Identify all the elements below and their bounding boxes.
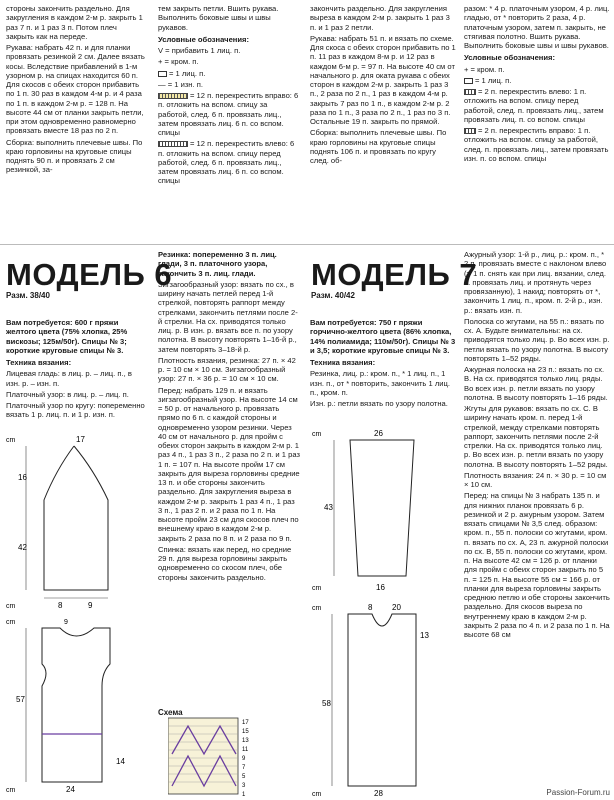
chart-grid bbox=[168, 718, 238, 794]
unit-label: cm bbox=[6, 787, 16, 794]
dim-label: 26 bbox=[374, 429, 383, 438]
knit-stitch-symbol bbox=[158, 71, 167, 77]
svg-text:7: 7 bbox=[242, 765, 246, 771]
unit-label: cm bbox=[6, 619, 16, 626]
dim-label: 8 bbox=[368, 603, 373, 612]
knit-stitch-symbol bbox=[464, 78, 473, 84]
model-7-materials bbox=[310, 318, 456, 424]
paragraph: Рукава: набрать 42 п. и для планки провязать резинкой 2 см. Далее вязать косы. Вследствие прибавлений в 1-м узорном р. на спицах находится 60 п. Для скосов с обеих сторон прибавить по 1 п. 30 раз в каждом 4-м р. и 4 раза по 1 п. в каждом 2-м р. = 128 п. На высоте 44 см от планки закрыть петли, при этом одновременно равномерно провязать вместе 18 раз по 2 п. bbox=[6, 43, 145, 136]
model-7-size: Разм. 40/42 bbox=[311, 291, 355, 300]
model-6-materials bbox=[6, 318, 146, 428]
paragraph: Лицевая гладь: в лиц. р. – лиц. п., в изн. р. – изн. п. bbox=[6, 369, 132, 388]
unit-label: cm bbox=[6, 603, 16, 610]
dim-label: 42 bbox=[18, 543, 27, 552]
paragraph: стороны закончить раздельно. Для закругления в каждом 2-м р. закрыть 1 раз 7 п. и 1 раз 3 п. Потом плеч закрыть как на переде. bbox=[6, 4, 143, 41]
chart-label: Схема bbox=[158, 708, 183, 717]
dim-label: 14 bbox=[116, 757, 125, 766]
dim-label: 9 bbox=[64, 619, 68, 626]
unit-label: cm bbox=[312, 585, 322, 592]
paragraph: Платочный узор по кругу: попеременно вязать 1 р. лиц. п. и 1 р. изн. п. bbox=[6, 401, 145, 420]
paragraph: Вам потребуется: 600 г пряжи желтого цвета (75% хлопка, 25% вискозы; 125м/50г). Спицы № 3; короткие круговые спицы № 3. bbox=[6, 318, 128, 355]
dim-label: 16 bbox=[18, 473, 27, 482]
cross-left-symbol bbox=[464, 89, 476, 95]
svg-text:9: 9 bbox=[242, 756, 246, 762]
sleeve-outline bbox=[350, 440, 414, 576]
legend-item: = 2 п. перекрестить вправо: 1 п. отложить на вспом. спицу за работой, след. п. провязать лиц., затем провязать изн. п. со вспом. спицы bbox=[464, 126, 609, 163]
section-divider bbox=[0, 244, 614, 245]
technique-heading: Техника вязания: bbox=[6, 358, 72, 367]
svg-text:15: 15 bbox=[242, 729, 249, 735]
top-column-4 bbox=[464, 4, 610, 240]
paragraph: разом: * 4 р. платочным узором, 4 р. лиц. гладью, от * повторить 2 раза, 4 р. платочным узором, затем п. закрыть, не стягивая полотно. Вшить рукава. Выполнить боковые швы и швы рукавов. bbox=[464, 4, 610, 50]
paragraph: Резинка: попеременно 3 п. лиц. глади, 3 п. платочного узора, закончить 3 п. лиц. глади. bbox=[158, 250, 277, 278]
unit-label: cm bbox=[312, 605, 322, 612]
model-7-sleeve-schematic bbox=[310, 426, 460, 596]
paragraph: Изн. р.: петли вязать по узору полотна. bbox=[310, 399, 448, 408]
legend-item: V = прибавить 1 лиц. п. bbox=[158, 46, 241, 55]
paragraph: Плотность вязания, резинка: 27 п. × 42 р. = 10 см × 10 см. Зигзагообразный узор: 27 п. × 36 р. = 10 см × 10 см. bbox=[158, 355, 296, 384]
row-numbers bbox=[242, 720, 249, 798]
svg-text:13: 13 bbox=[242, 738, 249, 744]
top-column-1 bbox=[6, 4, 146, 240]
body-outline bbox=[348, 614, 416, 786]
model-6-stitch-chart bbox=[168, 716, 278, 798]
dim-label: 13 bbox=[420, 631, 429, 640]
paragraph: Платочный узор: в лиц. р. – лиц. п. bbox=[6, 389, 129, 399]
paragraph: Жгуты для рукавов: вязать по сх. С. В ширину начать кром. п. перед 1-й стрелкой, между стрелками повторять раппорт, закончить петлями после 2-й стрелки. На сх. приводятся только лиц. р. Во всех изн. р. петли вязать по узору полотна. В высоту повторять 1–52 ряды. bbox=[464, 404, 608, 469]
dim-label: 16 bbox=[376, 583, 385, 592]
paragraph: Зигзагообразный узор: вязать по сх., в ширину начать петлей перед 1-й стрелкой, повторять раппорт между стрелками, закончить петлями после 2-й стрелки. На сх. приводятся только лиц. р. В изн. р. вязать все п. по узору полотна. В высоту повторять 1–16-й р., затем повторять 3–18-й р. bbox=[158, 279, 298, 354]
legend-heading: Условные обозначения: bbox=[158, 34, 250, 44]
svg-text:3: 3 bbox=[242, 783, 246, 789]
dim-label: 28 bbox=[374, 789, 383, 798]
cable-right-symbol bbox=[158, 93, 188, 99]
dim-label: 9 bbox=[88, 601, 93, 610]
model-6-size: Разм. 38/40 bbox=[6, 291, 50, 300]
dim-label: 17 bbox=[76, 435, 85, 444]
paragraph: тем закрыть петли. Вшить рукава. Выполнить боковые швы и швы рукавов. bbox=[158, 4, 279, 32]
top-column-2 bbox=[158, 4, 300, 240]
paragraph: Сборка: выполнить плечевые швы. По краю горловины на круговые спицы поднять 90 п. и провязать 2 см резинкой, за- bbox=[6, 137, 143, 175]
svg-text:5: 5 bbox=[242, 774, 246, 780]
model-6-body-schematic bbox=[4, 614, 150, 796]
legend-item: + = кром. п. bbox=[464, 64, 505, 74]
paragraph: Вам потребуется: 750 г пряжи горчично-желтого цвета (86% хлопка, 14% полиамида; 110м/50г). Спицы № 3 и 3,5; короткие круговые спицы № 3. bbox=[310, 318, 456, 355]
paragraph: Спинка: вязать как перед, но средние 29 п. для выреза горловины закрыть одновременно со скосом плеч, обе стороны закончить раздельно. bbox=[158, 544, 292, 582]
legend-item: = 1 лиц. п. bbox=[158, 69, 300, 78]
paragraph: Рукава: набрать 51 п. и вязать по схеме. Для скоса с обеих сторон прибавить по 1 п. 11 раз в каждом 8-м р. и 12 раз в каждом 6-м р. = 97 п. На высоте 40 см от начального р. для оката рукава с обеих сторон в каждом 2-м р. закрыть 1 раз 3 п., 2 раза по 2 п., 1 раз в каждом 4-м р. закрыть 7 раз по 1 п., в каждом 2-м р. 2 раза по 1 п., 3 раза по 2 п., 1 раз по 3 п. Остальные 19 п. закрыть по прямой. bbox=[310, 33, 456, 126]
dim-label: 8 bbox=[58, 601, 63, 610]
paragraph: Резинка, лиц. р.: кром. п., * 1 лиц. п., 1 изн. п., от * повторить, закончить 1 лиц. п., кром. п. bbox=[310, 369, 450, 397]
legend-item: = 12 п. перекрестить влево: 6 п. отложить на вспом. спицу перед работой, след. 6 п. провязать лиц., затем провязать лиц. 6 п. со вспом. спицы bbox=[158, 139, 295, 186]
dim-label: 24 bbox=[66, 785, 75, 794]
top-column-3 bbox=[310, 4, 456, 240]
svg-text:17: 17 bbox=[242, 720, 249, 726]
paragraph: Полоска со жгутами, на 55 п.: вязать по сх. А. Будьте внимательны: на сх. приводятся только лиц. р. Во всех изн. р. петли вязать по узору полотна. В высоту повторять 1–52 ряды. bbox=[464, 316, 610, 363]
model-6-title: МОДЕЛЬ 6 bbox=[6, 257, 173, 292]
model-7-body-schematic bbox=[310, 598, 460, 798]
paragraph: Перед: на спицы № 3 набрать 135 п. и для нижних планок провязать 6 р. резинкой и 2 р. ажурным узором. Затем вязать спицами № 3,5 след. образом: кром. п., 55 п. полоски со жгутами, кром. п. вязать по сх. А, 23 п. ажурной полоски по сх. В, 55 п. полоски со жгутами, кром. п. На высоте 42 см = 126 р. от планки для пройм с обеих сторон закрыть по 5 п. = 125 п. На высоте 55 см = 166 р. от планки для выреза горловины закрыть среднюю петлю и обе стороны закончить раздельно. Для скосов выреза по внутреннему краю в каждом 2-м р. закрыть 2 раза по 4 п. и 2 раза по 1 п. На высоте 68 см bbox=[464, 491, 610, 639]
paragraph: Ажурная полоска на 23 п.: вязать по сх. В. На сх. приводятся только лиц. ряды. Во всех изн. р. петли вязать по узору полотна. В высоту повторять 1–16 ряды. bbox=[464, 365, 608, 402]
technique-heading: Техника вязания: bbox=[310, 358, 376, 367]
model-6-instructions bbox=[158, 250, 300, 706]
dim-label: 57 bbox=[16, 695, 25, 704]
legend-item: — = 1 изн. п. bbox=[158, 79, 203, 89]
cable-left-symbol bbox=[158, 141, 188, 147]
model-7-title: МОДЕЛЬ 7 bbox=[311, 257, 478, 292]
dim-label: 43 bbox=[324, 503, 333, 512]
model-7-instructions bbox=[464, 250, 610, 790]
unit-label: cm bbox=[312, 791, 322, 798]
legend-item: = 12 п. перекрестить вправо: 6 п. отложить на вспом. спицу за работой, след. 6 п. провязать лиц., затем провязать лиц. 6 п. со вспом. спицы bbox=[158, 91, 299, 137]
paragraph: Плотность вязания: 24 п. × 30 р. = 10 см × 10 см. bbox=[464, 470, 607, 489]
model-6-sleeve-schematic bbox=[4, 430, 148, 612]
paragraph: Сборка: выполнить плечевые швы. По краю горловины на круговые спицы поднять 106 п. и провязать по кругу след. об- bbox=[310, 128, 447, 165]
legend-item: + = кром. п. bbox=[158, 57, 199, 67]
body-outline bbox=[42, 628, 110, 782]
watermark: Passion-Forum.ru bbox=[546, 788, 610, 798]
cross-right-symbol bbox=[464, 128, 476, 134]
svg-text:11: 11 bbox=[242, 747, 249, 753]
legend-item: = 1 лиц. п. bbox=[464, 76, 610, 85]
dim-label: 58 bbox=[322, 699, 331, 708]
paragraph: Ажурный узор: 1-й р., лиц. р.: кром. п., * 2 п. провязать вместе с наклоном влево (= 1 п. снять как при лиц. вязании, след. п. провязать лиц. и протянуть через провязанную), 1 накид; повторять от *, закончить 1 лиц. п., кром. п. 2-й р., изн. р.: вязать изн. п. bbox=[464, 250, 607, 315]
unit-label: cm bbox=[312, 431, 322, 438]
unit-label: cm bbox=[6, 437, 16, 444]
svg-text:1: 1 bbox=[242, 792, 246, 798]
legend-heading: Условные обозначения: bbox=[464, 53, 556, 63]
paragraph: закончить раздельно. Для закругления выреза в каждом 2-м р. закрыть 1 раз 3 п. и 1 раз 2 петли. bbox=[310, 4, 450, 32]
dim-label: 20 bbox=[392, 603, 401, 612]
paragraph: Перед: набрать 129 п. и вязать зигзагообразный узор. На высоте 14 см = 50 р. от начального р. провязать прямо по 6 п. с каждой стороны и одновременно узором резинки. Через 40 см от начального р. для пройм с обеих сторон закрыть в каждом 2-м р. 1 раз 4 п., 1 раз 3 п., 2 раза по 2 п. и 1 раз 1 п. = 107 п. На высоте пройм 17 см закрыть для выреза горловины средние 13 п. и обе стороны закончить раздельно. Для закругления выреза в каждом 2-м р. закрыть 1 раз 4 п., 1 раз 3 п., 1 раз 2 п. и 2 раза по 1 п. На высоте пройм 23 см для скосов плеч по внешнему краю в каждом 2-м р. закрыть 2 раза по 8 п. и 2 раза по 9 п. bbox=[158, 385, 300, 543]
legend-item: = 2 п. перекрестить влево: 1 п. отложить на вспом. спицу перед работой, след. п. провязать лиц., затем провязать лиц. п. со вспом. спицы bbox=[464, 87, 604, 124]
sleeve-outline bbox=[44, 446, 108, 590]
